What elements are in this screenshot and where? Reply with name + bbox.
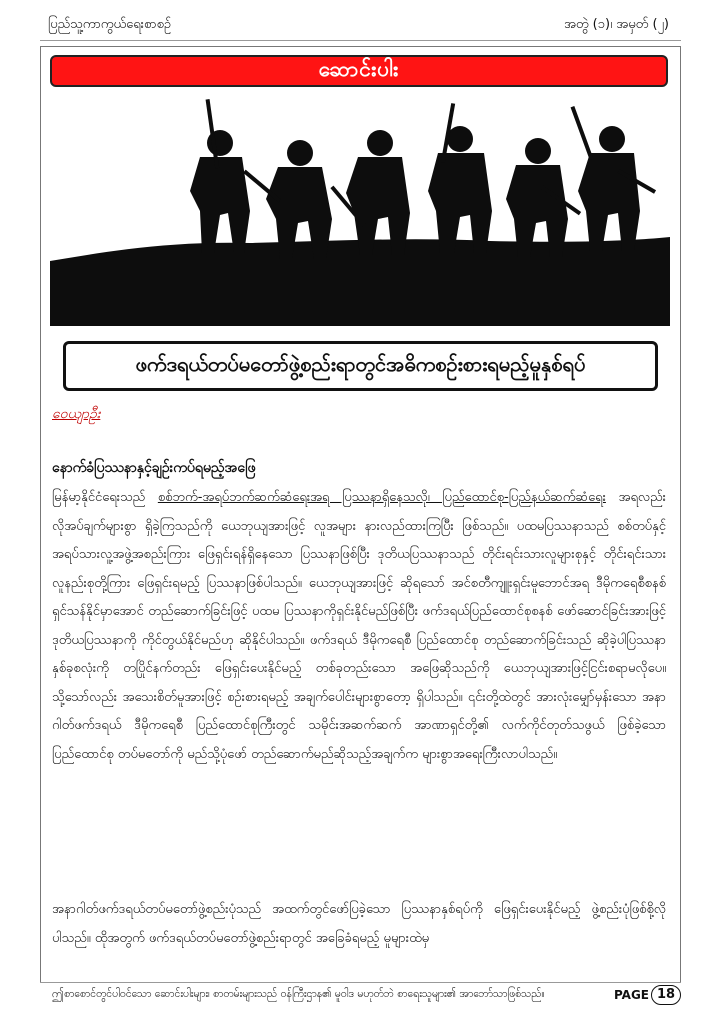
section-heading: နောက်ခံပြဿနာနှင့်ချဥ်းကပ်ရမည့်အဖြေ: [52, 460, 256, 476]
underlined-phrase: စစ်ဘက်-အရပ်ဘက်ဆက်ဆံရေးအရ ပြဿနာရှိနေသလို၊ ပြည်ထောင်စု-ပြည်နယ်ဆက်ဆံရေး: [157, 490, 606, 505]
page-label: PAGE: [613, 988, 649, 1002]
body-paragraph-1: [52, 484, 666, 769]
issue-number: အတွဲ (၁)၊ အမှတ် (၂): [563, 17, 669, 32]
page-number-badge: 18: [651, 985, 681, 1005]
body-paragraph-2: အနာဂါတ်ဖက်ဒရယ်တပ်မတော်ဖွဲ့စည်းပုံသည် အထက်တွင်ဖော်ပြခဲ့သော ပြဿနာနှစ်ရပ်ကို ဖြေရှင်းပေးနိုင်မည့် ဖွဲ့စည်းပုံဖြစ်စို့လိုပါသည်။ ထိုအတွက် ဖက်ဒရယ်တပ်မတော်ဖွဲ့စည်းရာတွင် အခြေခံရမည့် မူများထဲမှ: [52, 902, 666, 946]
article-title: ဖက်ဒရယ်တပ်မတော်ဖွဲ့စည်းရာတွင်အဓိကစဥ်းစားရမည့်မူနှစ်ရပ်: [135, 352, 586, 376]
author-byline: ဝေယျာဦး: [52, 406, 101, 422]
article-title-box: [63, 341, 658, 391]
paragraph-body: အရလည်း လိုအပ်ချက်များစွာ ရှိခဲ့ကြသည်ကို ယေဘုယျအားဖြင့် လူအများ နားလည်ထားကြပြီး ဖြစ်သည်။ ပထမပြဿနာသည် စစ်တပ်နှင့် အရပ်သားလူ့အဖွဲ့အစည်းကြား ဖြေရှင်းရန်ရှိနေသော ပြဿနာဖြစ်ပြီး ဒုတိယပြဿနာသည် တိုင်းရင်းသားလူများစုနှင့် တိုင်းရင်းသားလူနည်းစုတို့ကြား ဖြေရှင်းရမည့် ပြဿနာဖြစ်ပါသည်။ ယေဘုယျအားဖြင့် ဆိုရသော် အင်စတီကျူးရှင်းမူဘောင်အရ ဒီမိုကရေစီစနစ် ရှင်သန်နိုင်မှာအောင် တည်ဆောက်ခြင်းဖြင့် ပထမ ပြဿနာကိုရှင်းနိုင်မည်ဖြစ်ပြီး ဖက်ဒရယ်ပြည်ထောင်စုစနစ် ဖော်ဆောင်ခြင်းအားဖြင့် ဒုတိယပြဿနာကို ကိုင်တွယ်နိုင်မည်ဟု ဆိုနိုင်ပါသည်။ ဖက်ဒရယ် ဒီမိုကရေစီ ပြည်ထောင်စု တည်ဆောက်ခြင်းသည် ဆိုခဲ့ပါပြဿနာနှစ်ခုစလုံးကို တပြိုင်နက်တည်း ဖြေရှင်းပေးနိုင်မည့် တစ်ခုတည်းသော အဖြေဆိုသည်ကို ယေဘုယျအားဖြင့်ငြင်းစရာမလိုပေ။ သို့သော်လည်း အသေးစိတ်မူအားဖြင့် စဥ်းစားရမည့် အချက်ပေါင်းများစွာတော့ ရှိပါသည်။ ၎င်းတို့ထဲတွင် အားလုံးမျှော်မှန်းသော အနာဂါတ်ဖက်ဒရယ် ဒီမိုကရေစီ ပြည်ထောင်စုကြီးတွင် သမိုင်းအဆက်ဆက် အာဏာရှင်တို့၏ လက်ကိုင်တုတ်သဖွယ် ဖြစ်ခဲ့သော ပြည်ထောင်စု တပ်မတော်ကို မည်သို့ပုံဖော် တည်ဆောက်မည်ဆိုသည့်အချက်က များစွာအရေးကြီးလာပါသည်။: [52, 490, 666, 762]
header-divider: [40, 40, 681, 41]
publication-name: ပြည်သူ့ကာကွယ်ရေးစာစဉ်: [48, 17, 172, 32]
banner-label: ဆောင်းပါး: [318, 56, 400, 81]
section-banner: [50, 55, 668, 87]
soldiers-silhouette-graphic: [50, 91, 670, 326]
disclaimer-note: ဤစာစောင်တွင်ပါဝင်သော ဆောင်းပါးများ၊ စာတမ်းများသည် ဝန်ကြီးဌာန၏ မူဝါဒ မဟုတ်ဘဲ စာရေးသူများ၏ အာဘော်သာဖြစ်သည်။: [52, 988, 545, 1000]
paragraph-lead: မြန်မာ့နိုင်ငံရေးသည်: [52, 490, 146, 505]
soldiers-silhouette-image: [50, 91, 670, 326]
footer-divider: [40, 982, 681, 983]
